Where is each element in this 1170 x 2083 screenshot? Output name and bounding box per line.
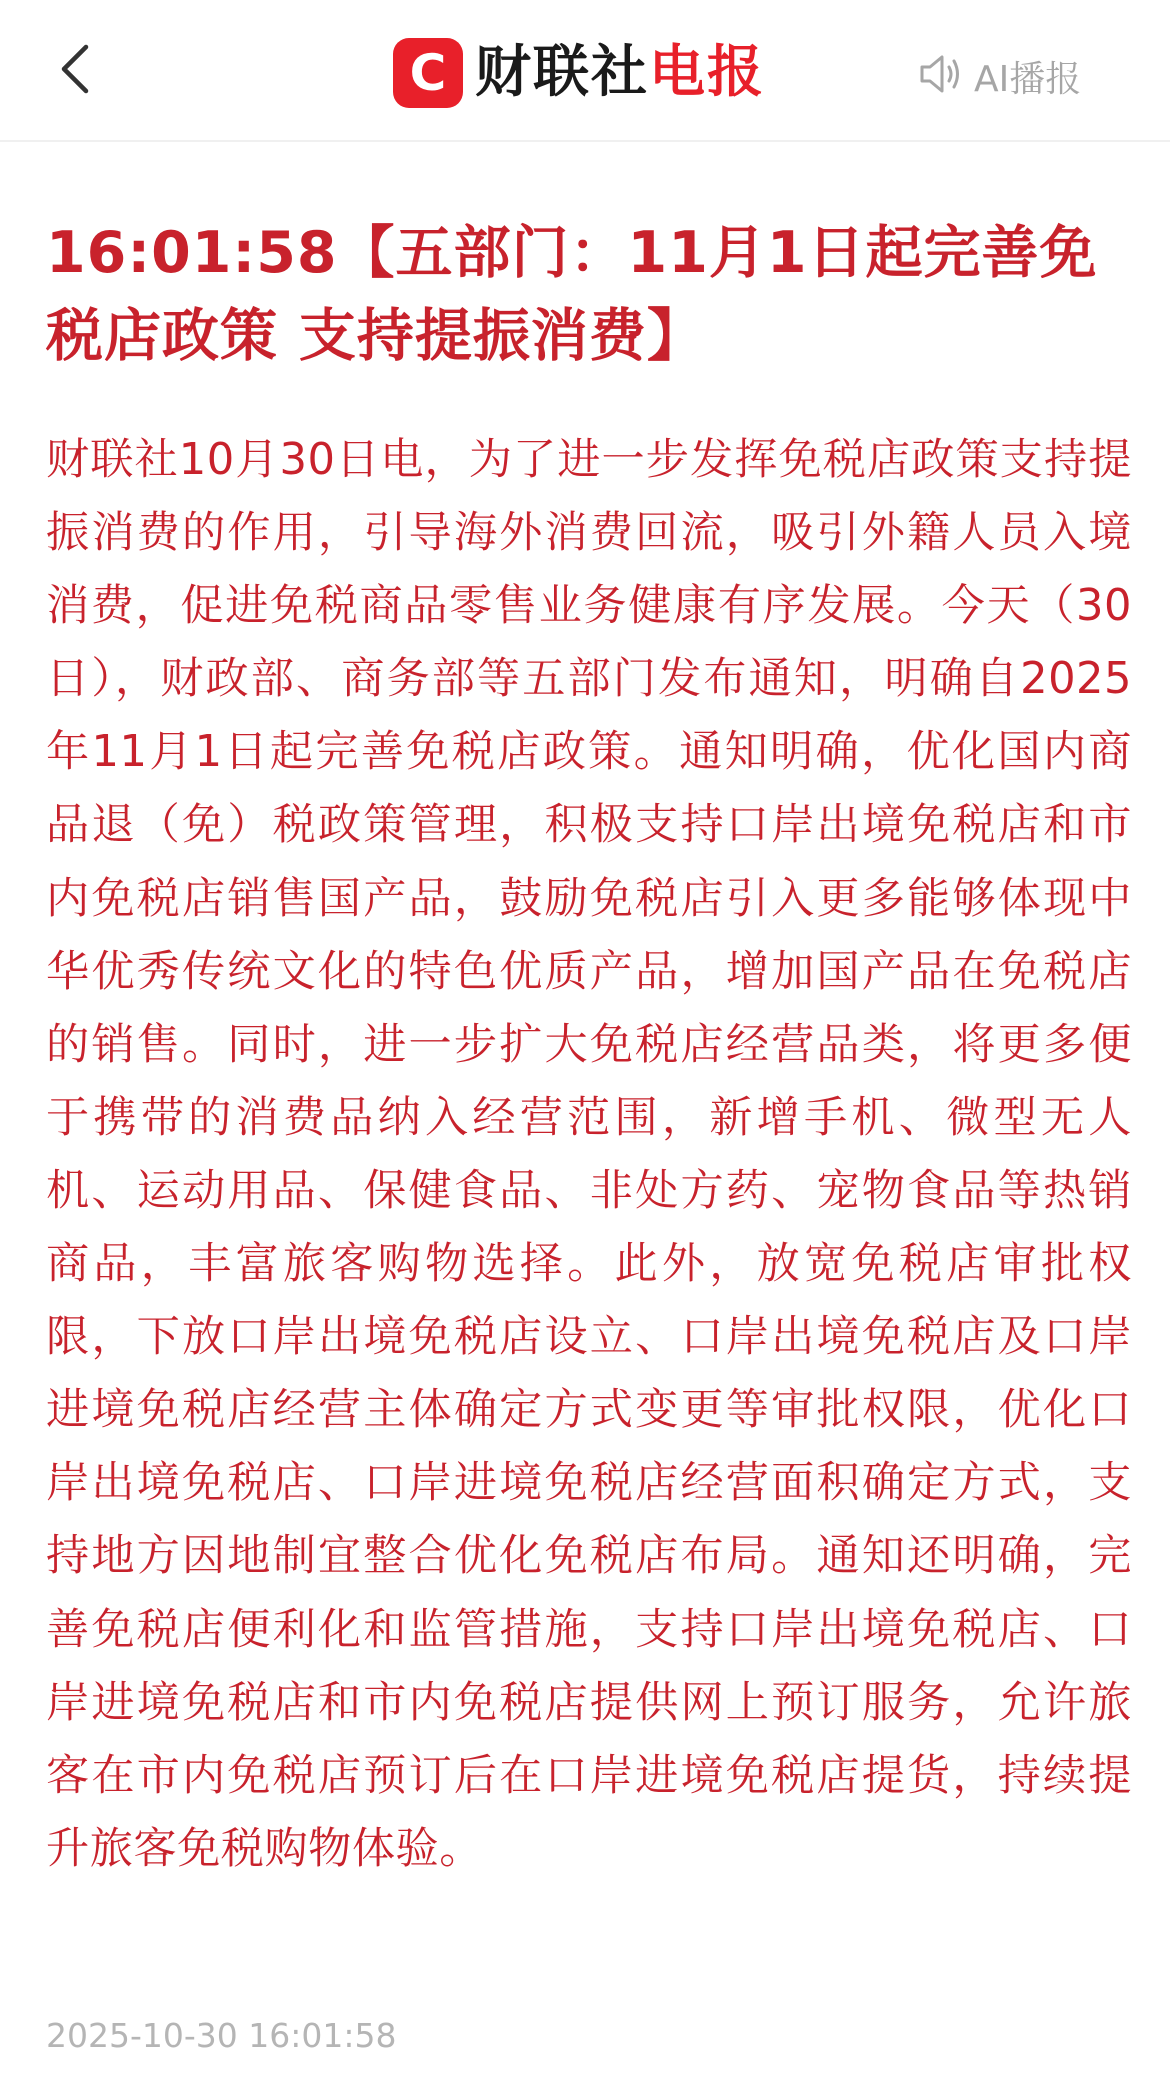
- chevron-left-icon: [58, 41, 92, 101]
- back-button[interactable]: [40, 36, 110, 106]
- logo-mark: [393, 38, 463, 108]
- logo-wordmark: [475, 38, 765, 108]
- ai-broadcast-label: AI播报: [974, 58, 1082, 100]
- article-body: 财联社10月30日电，为了进一步发挥免税店政策支持提振消费的作用，引导海外消费回流，吸引外籍人员入境消费，促进免税商品零售业务健康有序发展。今天（30日），财政部、商务部等五部门发布通知，明确自2025年11月1日起完善免税店政策。通知明确，优化国内商品退（免）税政策管理，积极支持口岸出境免税店和市内免税店销售国产品，鼓励免税店引入更多能够体现中华优秀传统文化的特色优质产品，增加国产品在免税店的销售。同时，进一步扩大免税店经营品类，将更多便于携带的消费品纳入经营范围，新增手机、微型无人机、运动用品、保健食品、非处方药、宠物食品等热销商品，丰富旅客购物选择。此外，放宽免税店审批权限，下放口岸出境免税店设立、口岸出境免税店及口岸进境免税店经营主体确定方式变更等审批权限，优化口岸出境免税店、口岸进境免税店经营面积确定方式，支持地方因地制宜整合优化免税店布局。通知还明确，完善免税店便利化和监管措施，支持口岸出境免税店、口岸进境免税店和市内免税店提供网上预订服务，允许旅客在市内免税店预订后在口岸进境免税店提货，持续提升旅客免税购物体验。: [46, 435, 1132, 1874]
- article-timestamp: 2025-10-30 16:01:58: [46, 2016, 397, 2055]
- ai-broadcast-button[interactable]: [918, 48, 1081, 104]
- logo-mark-letter: C: [409, 44, 447, 102]
- logo-c-icon: [393, 38, 463, 108]
- top-navigation-bar: [0, 0, 1170, 142]
- logo-text-main: 财联社: [475, 40, 649, 105]
- speaker-icon: [918, 53, 964, 99]
- article-headline: 16:01:58【五部门：11月1日起完善免税店政策 支持提振消费】: [46, 220, 1098, 369]
- app-logo: [393, 38, 765, 108]
- logo-text-accent: 电报: [649, 40, 765, 105]
